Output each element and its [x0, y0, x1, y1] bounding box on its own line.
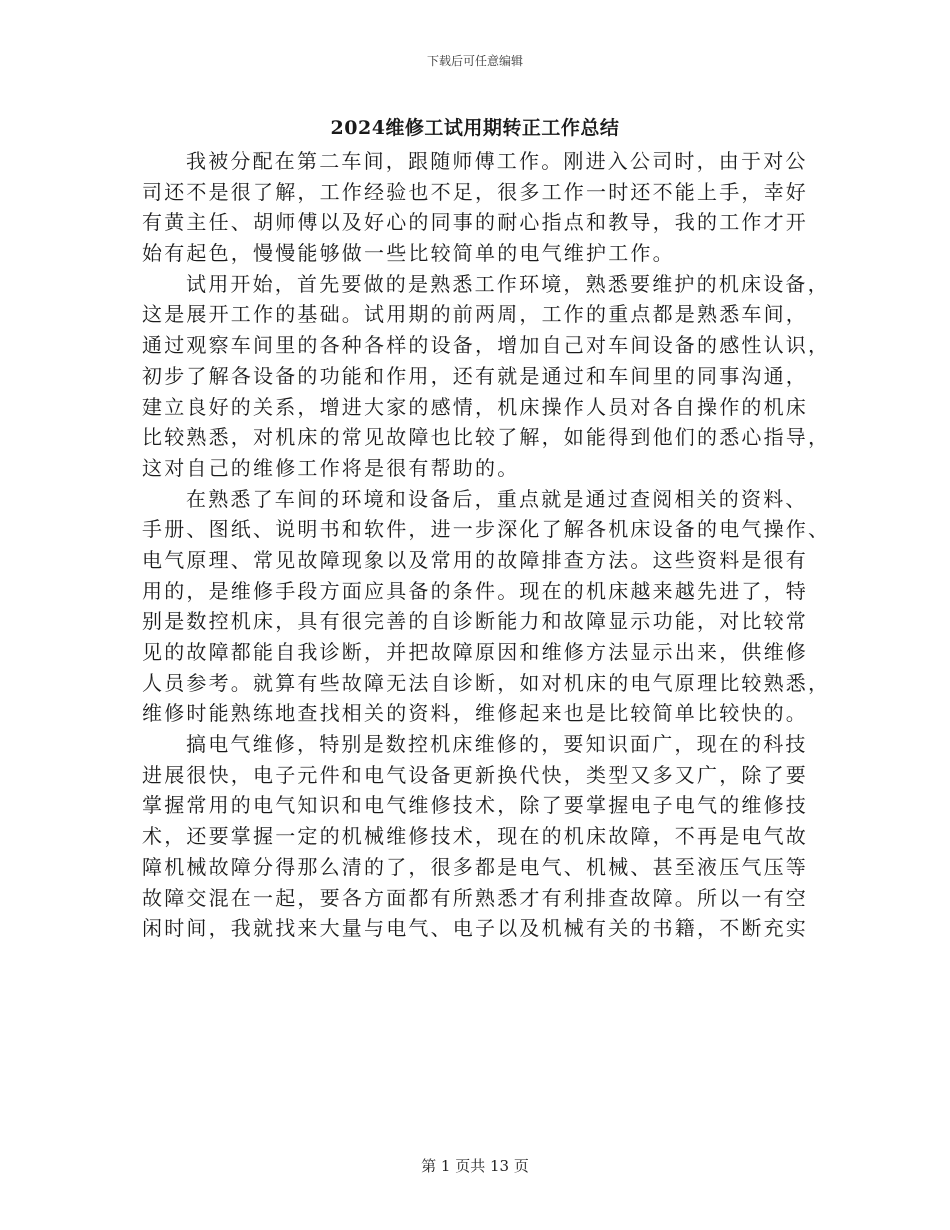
text-line: 始有起色，慢慢能够做一些比较简单的电气维护工作。	[142, 241, 675, 266]
text-line: 这是展开工作的基础。试用期的前两周，工作的重点都是熟悉车间，	[142, 302, 808, 327]
paragraph-3	[142, 484, 831, 730]
text-line: 见的故障都能自我诊断，并把故障原因和维修方法显示出来，供维修	[142, 640, 808, 664]
text-line: 障机械故障分得那么清的了，很多都是电气、机械、甚至液压气压等	[142, 854, 808, 879]
text-line: 试用开始，首先要做的是熟悉工作环境，熟悉要维护的机床设备，	[186, 271, 830, 296]
text-line: 有黄主任、胡师傅以及好心的同事的耐心指点和教导，我的工作才开	[142, 210, 808, 235]
text-line: 故障交混在一起，要各方面都有所熟悉才有利排查故障。所以一有空	[142, 885, 808, 910]
page-number-footer: 第 1 页共 13 页	[421, 1157, 529, 1175]
text-line: 进展很快，电子元件和电气设备更新换代快，类型又多又广，除了要	[142, 762, 808, 787]
text-line: 人员参考。就算有些故障无法自诊断，如对机床的电气原理比较熟悉，	[142, 670, 831, 695]
paragraph-4	[142, 729, 806, 944]
text-line: 别是数控机床，具有很完善的自诊断能力和故障显示功能，对比较常	[142, 609, 808, 634]
paragraph-1	[142, 146, 806, 269]
text-line: 搞电气维修，特别是数控机床维修的，要知识面广，现在的科技	[186, 732, 808, 757]
paragraph-2	[142, 269, 831, 484]
header-note: 下载后可任意编辑	[426, 54, 523, 68]
text-line: 术，还要掌握一定的机械维修技术，现在的机床故障，不再是电气故	[142, 824, 808, 849]
document-title: 2024维修工试用期转正工作总结	[330, 117, 620, 139]
text-line: 建立良好的关系，增进大家的感情，机床操作人员对各自操作的机床	[142, 394, 808, 419]
text-line: 比较熟悉，对机床的常见故障也比较了解，如能得到他们的悉心指导，	[142, 425, 831, 450]
text-line: 这对自己的维修工作将是很有帮助的。	[142, 455, 520, 480]
text-line: 闲时间，我就找来大量与电气、电子以及机械有关的书籍，不断充实	[142, 916, 808, 941]
text-line: 初步了解各设备的功能和作用，还有就是通过和车间里的同事沟通，	[142, 363, 808, 388]
text-line: 手册、图纸、说明书和软件，进一步深化了解各机床设备的电气操作、	[142, 517, 831, 542]
document-body	[142, 146, 831, 944]
text-line: 维修时能熟练地查找相关的资料，维修起来也是比较简单比较快的。	[142, 701, 808, 726]
text-line: 司还不是很了解，工作经验也不足，很多工作一时还不能上手，幸好	[142, 179, 808, 204]
text-line: 通过观察车间里的各种各样的设备，增加自己对车间设备的感性认识，	[142, 333, 831, 358]
text-line: 用的，是维修手段方面应具备的条件。现在的机床越来越先进了，特	[142, 578, 808, 603]
text-line: 我被分配在第二车间，跟随师傅工作。刚进入公司时，由于对公	[186, 149, 808, 173]
text-line: 在熟悉了车间的环境和设备后，重点就是通过查阅相关的资料、	[186, 486, 808, 511]
text-line: 电气原理、常见故障现象以及常用的故障排查方法。这些资料是很有	[142, 547, 808, 572]
text-line: 掌握常用的电气知识和电气维修技术，除了要掌握电子电气的维修技	[142, 793, 808, 818]
